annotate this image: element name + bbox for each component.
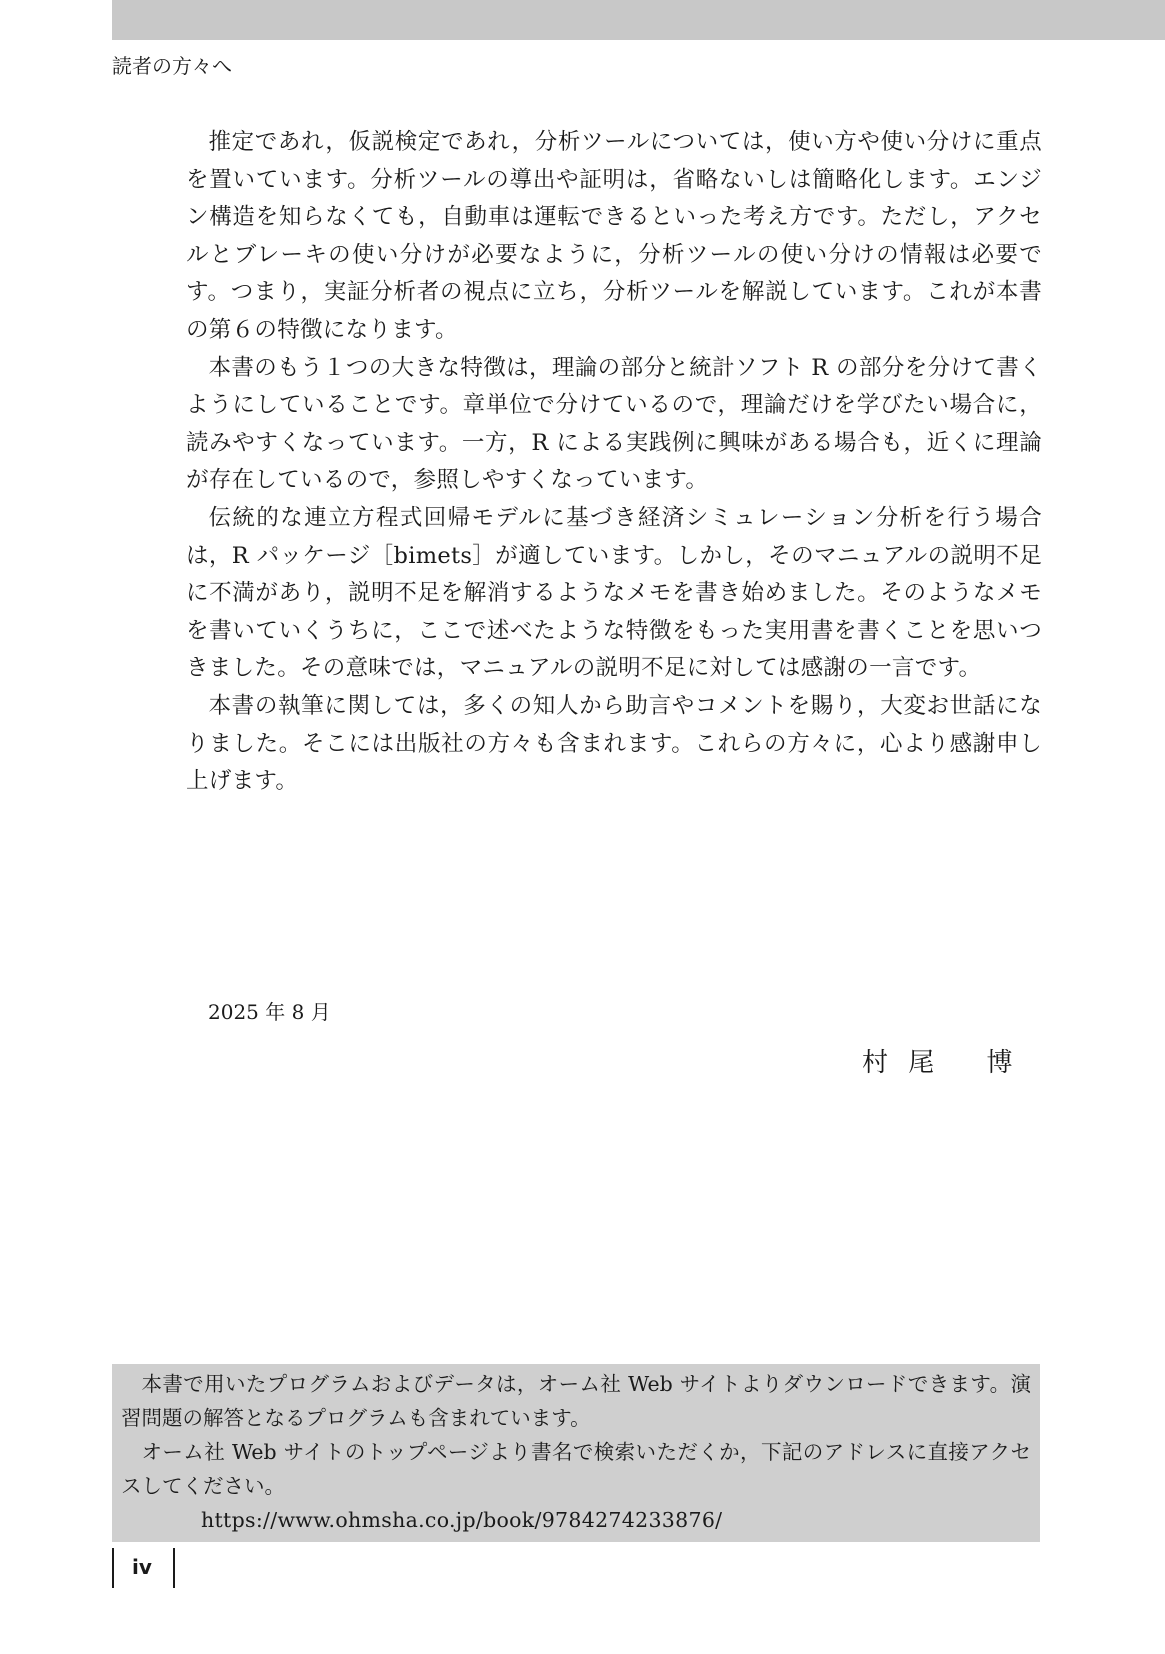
folio-rule-right <box>173 1548 175 1588</box>
notice-paragraph: オーム社 Web サイトのトップページより書名で検索いただくか，下記のアドレスに直接アクセスしてください。 <box>121 1440 1031 1498</box>
body-paragraph: 伝統的な連立方程式回帰モデルに基づき経済シミュレーション分析を行う場合は，R パッケージ［bimets］が適しています。しかし，そのマニュアルの説明不足に不満があり，説明不足を解消するようなメモを書き始めました。そのようなメモを書いていくうちに，ここで述べたような特徴をもった実用書を書くことを思いつきました。その意味では，マニュアルの説明不足に対しては感謝の一言です。 <box>186 504 1042 682</box>
body-paragraph: 推定であれ，仮説検定であれ，分析ツールについては，使い方や使い分けに重点を置いています。分析ツールの導出や証明は，省略ないしは簡略化します。エンジン構造を知らなくても，自動車は運転できるといった考え方です。ただし，アクセルとブレーキの使い分けが必要なように，分析ツールの使い分けの情報は必要です。つまり，実証分析者の視点に立ち，分析ツールを解説しています。これが本書の第６の特徴になります。 <box>186 129 1042 343</box>
author-signature: 村 尾 博 <box>862 1048 1019 1078</box>
download-url: https://www.ohmsha.co.jp/book/9784274233876/ <box>201 1508 723 1532</box>
date: 2025 年 8 月 <box>208 1000 331 1024</box>
folio-rule-left <box>112 1548 114 1588</box>
header-band <box>112 0 1165 40</box>
notice-paragraph: 本書で用いたプログラムおよびデータは，オーム社 Web サイトよりダウンロードできます。演習問題の解答となるプログラムも含まれています。 <box>121 1372 1031 1430</box>
body-text <box>186 124 1042 801</box>
download-notice-box <box>112 1364 1040 1542</box>
page-number: iv <box>132 1555 152 1579</box>
running-head: 読者の方々へ <box>112 54 232 78</box>
body-paragraph: 本書の執筆に関しては，多くの知人から助言やコメントを賜り，大変お世話になりました。そこには出版社の方々も含まれます。これらの方々に，心より感謝申し上げます。 <box>186 692 1042 795</box>
body-paragraph: 本書のもう１つの大きな特徴は，理論の部分と統計ソフト R の部分を分けて書くようにしていることです。章単位で分けているので，理論だけを学びたい場合に，読みやすくなっています。一方，R による実践例に興味がある場合も，近くに理論が存在しているので，参照しやすくなっています。 <box>186 354 1042 494</box>
